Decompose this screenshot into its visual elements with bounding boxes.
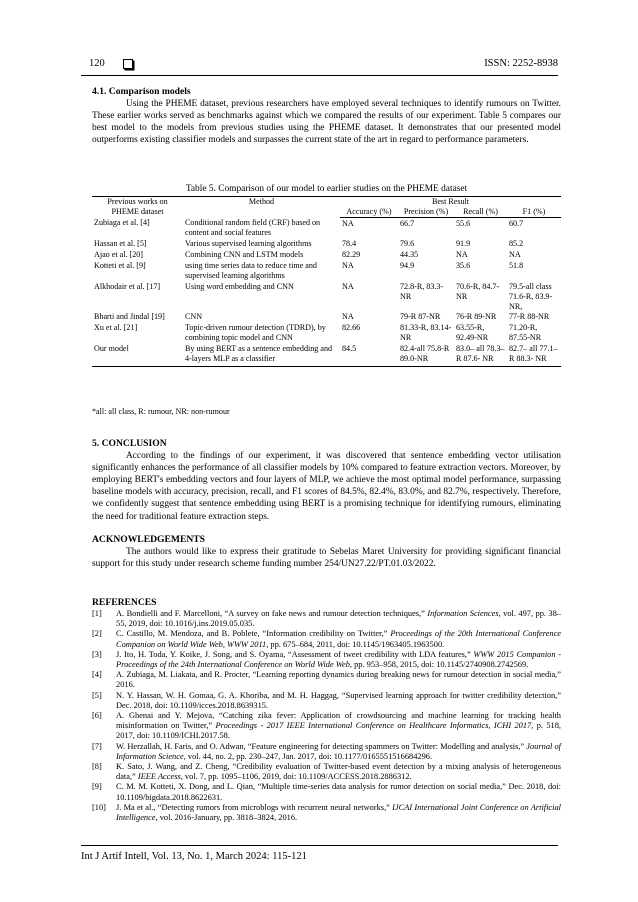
issn-label: ISSN: 2252-8938	[484, 58, 558, 69]
reference-item	[92, 691, 561, 711]
cell-f1: 60.7	[509, 218, 524, 228]
reference-text: C. M. M. Kotteti, X. Dong, and L. Qian, “Multiple time-series data analysis for rumor detection on social media,” Dec. 2018, doi: 10.1109/bigdata.2018.8622631.	[116, 782, 561, 802]
reference-item	[92, 670, 561, 690]
table-footnote: *all: all class, R: rumour, NR: non-rumour	[92, 407, 230, 416]
cell-method: Conditional random field (CRF) based on content and social features	[185, 218, 321, 238]
acknowledgements-section	[92, 534, 561, 570]
reference-venue: IJCAI International Joint Conference on Artificial Intelligence	[116, 802, 561, 823]
reference-number: [3]	[92, 649, 102, 659]
reference-number: [2]	[92, 629, 102, 639]
table-row	[92, 260, 561, 281]
cell-accuracy: 78.4	[342, 239, 357, 249]
section-heading-conclusion: 5. CONCLUSION	[92, 438, 167, 449]
table-row	[92, 343, 561, 366]
reference-item	[92, 762, 561, 782]
cell-accuracy: NA	[342, 260, 354, 270]
header-f1: F1 (%)	[507, 207, 561, 217]
reference-list	[92, 609, 561, 823]
cell-accuracy: 84.5	[340, 343, 398, 366]
cell-accuracy: NA	[342, 281, 354, 291]
cell-work: Ajao et al. [20]	[94, 250, 143, 260]
cell-recall: 83.0– all 78.3– R 87.6- NR	[454, 343, 507, 366]
reference-text-tail: , vol. 2016-January, pp. 3818–3824, 2016.	[155, 813, 298, 823]
table-row	[92, 311, 561, 322]
reference-number: [4]	[92, 670, 102, 680]
footer-rule	[81, 845, 558, 846]
reference-item	[92, 609, 561, 629]
reference-item	[92, 629, 561, 649]
reference-item	[92, 711, 561, 742]
cell-method: using time series data to reduce time and supervised learning algorithms	[185, 260, 317, 280]
header-rule	[81, 75, 558, 76]
reference-number: [10]	[92, 802, 106, 812]
header-best-result: Best Result	[340, 197, 561, 207]
reference-item	[92, 650, 561, 670]
cell-method: Using word embedding and CNN	[185, 281, 294, 291]
comparison-section	[92, 86, 561, 146]
cell-recall: 76-R 89-NR	[456, 312, 497, 322]
reference-text: J. Ito, H. Toda, Y. Koike, J. Song, and S. Oyama, “Assessment of tweet credibility with LDA features,”	[116, 649, 474, 659]
cell-work: Zubiaga et al. [4]	[94, 218, 150, 228]
cell-work: Kotteti et al. [9]	[94, 260, 146, 270]
cell-precision: 94.9	[400, 260, 415, 270]
reference-venue: IEEE Access	[137, 772, 181, 782]
cell-precision: 79-R 87-NR	[400, 312, 441, 322]
header-recall: Recall (%)	[454, 207, 507, 217]
cell-method: By using BERT as a sentence embedding and 4-layers MLP as a classifier	[183, 343, 340, 366]
reference-text-tail: , vol. 497, pp. 38–55, 2019, doi: 10.1016/j.ins.2019.05.035.	[116, 609, 561, 629]
cell-f1: 85.2	[509, 239, 524, 249]
reference-number: [5]	[92, 690, 102, 700]
cell-recall: 63.55-R, 92.49-NR	[456, 323, 489, 343]
reference-number: [9]	[92, 782, 102, 792]
cell-recall: 70.6-R, 84.7-NR	[456, 281, 500, 301]
reference-item	[92, 782, 561, 802]
cell-method: CNN	[185, 312, 203, 322]
header-precision: Precision (%)	[398, 207, 454, 217]
cell-work: Alkhodair et al. [17]	[94, 281, 161, 291]
reference-text: N. Y. Hassan, W. H. Gomaa, G. A. Khoriba, and M. H. Haggag, “Supervised learning approach for twitter credibility detection,” Dec. 2018, doi: 10.1109/icces.2018.8639315.	[116, 690, 561, 710]
reference-text: A. Zubiaga, M. Liakata, and R. Procter, “Learning reporting dynamics during breaking news for rumour detection in social media,” 2016.	[116, 670, 561, 690]
reference-venue: Journal of Information Science	[116, 741, 561, 761]
conclusion-paragraph: According to the findings of our experiment, it was discovered that sentence embedding vector utilisation significantly enhances the performance of all classifier models by 10% compared to feature extraction vectors. Moreover, by employing BERT's embedding vectors and four layers of MLP, we achieve the most optimal model performance, surpassing baseline models with accuracy, precision, recall, and F1 scores of 84.5%, 82.4%, 83.0%, and 82.7%, respectively. Therefore, we confidently suggest that sentence embedding using BERT is a promising technique for identifying rumours, eliminating the need for traditional feature extraction steps.	[92, 451, 561, 522]
acknowledgements-paragraph: The authors would like to express their gratitude to Sebelas Maret University for providing significant financial support for this study under research scheme funding number 254/UN27.22/PT.01.03/2022.	[92, 547, 561, 570]
reference-venue: Proceedings - 2017 IEEE International Conference on Healthcare Informatics, ICHI 2017	[215, 721, 532, 731]
table-row	[92, 281, 561, 312]
reference-item	[92, 742, 561, 762]
references-section	[92, 597, 561, 823]
cell-work: Our model	[92, 343, 183, 366]
cell-precision: 72.8-R, 83.3-NR	[400, 281, 444, 301]
reference-text-tail: , p. 518, 2017, doi: 10.1109/ICHI.2017.58.	[116, 721, 562, 741]
reference-text-tail: , pp. 953–958, 2015, doi: 10.1145/2740908.2742569.	[349, 660, 529, 670]
cell-method: Topic-driven rumour detection (TDRD), by combining topic model and CNN	[185, 323, 326, 343]
reference-text-tail: , pp. 675–684, 2011, doi: 10.1145/1963405.1963500.	[266, 639, 445, 649]
reference-text-tail: , vol. 7, pp. 1095–1106, 2019, doi: 10.1109/ACCESS.2018.2886312.	[180, 772, 412, 782]
cell-f1: 82.7– all 77.1– R 88.3- NR	[507, 343, 561, 366]
reference-text: K. Sato, J. Wang, and Z. Cheng, “Credibility evaluation of Twitter-based event detection by a mixing analysis of heterogeneous data,”	[116, 762, 561, 782]
running-header	[81, 58, 558, 72]
reference-item	[92, 803, 561, 823]
cell-f1: 71.20-R, 87.55-NR	[509, 323, 542, 343]
reference-text: A. Bondielli and F. Marcelloni, “A survey on fake news and rumour detection techniques,”	[116, 609, 428, 618]
comparison-paragraph: Using the PHEME dataset, previous researchers have employed several techniques to identify rumours on Twitter. These earlier works served as benchmarks against which we compared the results of our experiment. Table 5 compares our best model to the models from previous studies using the PHEME dataset. It demonstrates that our presented model outperforms existing classifier models and surpasses the current state of the art in regard to performance parameters.	[92, 99, 561, 146]
cell-method: Various supervised learning algorithms	[185, 239, 312, 249]
header-method: Method	[183, 197, 340, 218]
header-previous-works: Previous works on PHEME dataset	[92, 197, 183, 218]
cell-f1: 79.5-all class 71.6-R, 83.9-NR,	[509, 281, 553, 311]
cell-accuracy: 82.29	[342, 250, 361, 260]
cell-work: Bharti and Jindal [19]	[94, 312, 165, 322]
table-caption: Table 5. Comparison of our model to earlier studies on the PHEME dataset	[185, 184, 468, 194]
cell-work: Xu et al. [21]	[94, 323, 138, 333]
cell-accuracy: 82.66	[342, 323, 361, 333]
cell-f1: NA	[509, 250, 521, 260]
reference-text: W. Herzallah, H. Faris, and O. Adwan, “Feature engineering for detecting spammers on Twitter: Modelling and analysis,”	[116, 741, 527, 751]
reference-number: [1]	[92, 609, 102, 618]
reference-venue: Information Sciences	[427, 609, 499, 618]
comparison-table	[92, 196, 561, 367]
cell-accuracy: NA	[342, 312, 354, 322]
reference-text: A. Ghenai and Y. Mejova, “Catching zika fever: Application of crowdsourcing and machine learning for tracking health misinformation on Twitter,”	[116, 711, 561, 731]
table-row	[92, 238, 561, 249]
reference-number: [6]	[92, 711, 102, 721]
cell-accuracy: NA	[342, 218, 354, 228]
reference-text: C. Castillo, M. Mendoza, and B. Poblete, “Information credibility on Twitter,”	[116, 629, 391, 639]
cell-precision: 66.7	[400, 218, 415, 228]
table-row	[92, 322, 561, 343]
reference-text-tail: , vol. 44, no. 2, pp. 230–247, Jan. 2017, doi: 10.1177/0165551516684296.	[183, 751, 433, 761]
section-heading-references: REFERENCES	[92, 597, 157, 608]
cell-recall: 35.6	[456, 260, 471, 270]
reference-text: J. Ma et al., “Detecting rumors from microblogs with recurrent neural networks,”	[116, 802, 393, 812]
reference-venue: WWW 2015 Companion - Proceedings of the 24th International Conference on World Wide Web	[116, 649, 561, 670]
square-bullet-icon	[123, 59, 133, 69]
cell-recall: NA	[456, 250, 468, 260]
cell-precision: 79.6	[400, 239, 415, 249]
cell-precision: 44.35	[400, 250, 419, 260]
reference-venue: Proceedings of the 20th International Conference Companion on World Wide Web, WWW 2011	[116, 629, 562, 649]
page-number: 120	[89, 58, 105, 69]
reference-number: [7]	[92, 741, 102, 751]
header-accuracy: Accuracy (%)	[340, 207, 398, 217]
journal-footer: Int J Artif Intell, Vol. 13, No. 1, March 2024: 115-121	[81, 851, 307, 862]
cell-f1: 77-R 88-NR	[509, 312, 550, 322]
reference-number: [8]	[92, 762, 102, 772]
section-heading-comparison: 4.1. Comparison models	[92, 86, 191, 97]
cell-f1: 51.8	[509, 260, 524, 270]
cell-precision: 81.33-R, 83.14-NR	[400, 323, 452, 343]
cell-recall: 91.9	[456, 239, 471, 249]
table-row	[92, 217, 561, 238]
cell-work: Hassan et al. [5]	[94, 239, 147, 249]
cell-method: Combining CNN and LSTM models	[185, 250, 304, 260]
section-heading-acknowledgements: ACKNOWLEDGEMENTS	[92, 534, 206, 545]
table-row	[92, 249, 561, 260]
cell-recall: 55.6	[456, 218, 471, 228]
conclusion-section	[92, 438, 561, 523]
cell-precision: 82.4-all 75.8-R 89.0-NR	[398, 343, 454, 366]
